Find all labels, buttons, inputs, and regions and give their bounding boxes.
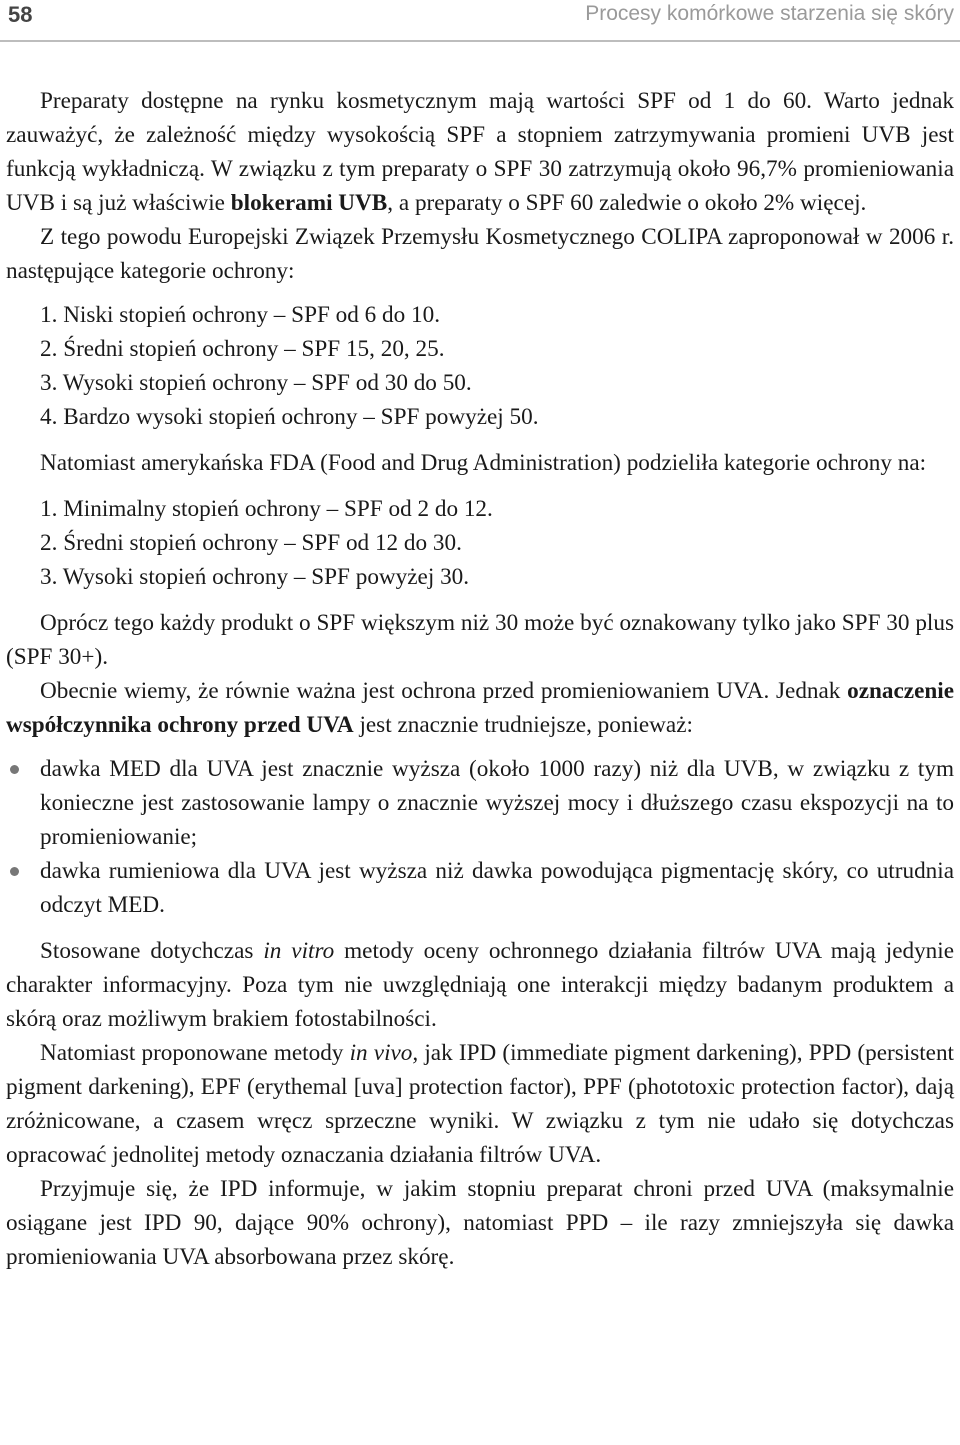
list-item: 1. Minimalny stopień ochrony – SPF od 2 do 12. — [40, 496, 493, 522]
list-item: dawka MED dla UVA jest znacznie wyższa (około 1000 razy) niż dla UVB, w związku z tym konieczne jest zastosowanie lampy o znacznie wyższej mocy i dłuższego czasu ekspozycji na to promieniowanie; — [6, 752, 954, 854]
colipa-category-list — [6, 298, 954, 434]
uva-reasons-list — [6, 752, 954, 922]
paragraph-ipd-ppd: Przyjmuje się, że IPD informuje, w jakim stopniu preparat chroni przed UVA (maksymalnie osiągane jest IPD 90, dające 90% ochrony), natomiast PPD – ile razy zmniejszyła się dawka promieniowania UVA absorbowana przez skórę. — [6, 1176, 954, 1270]
list-item: 2. Średni stopień ochrony – SPF od 12 do 30. — [40, 530, 462, 556]
paragraph-fda-intro: Natomiast amerykańska FDA (Food and Drug Administration) podzieliła kategorie ochrony na: — [40, 450, 927, 476]
bullet-icon — [10, 867, 19, 876]
page-number: 58 — [8, 2, 33, 27]
header-rule — [0, 40, 960, 42]
list-item: 1. Niski stopień ochrony – SPF od 6 do 10. — [40, 302, 441, 328]
paragraph-in-vitro: Stosowane dotychczas in vitro metody oceny ochronnego działania filtrów UVA mają jedynie charakter informacyjny. Poza tym nie uwzględniają one interakcji między badanym produktem a skórą oraz możliwym brakiem fotostabilności. — [6, 938, 955, 1032]
page-header — [0, 0, 960, 46]
paragraph-spf-plus: Oprócz tego każdy produkt o SPF większym niż 30 może być oznakowany tylko jako SPF 30 plus (SPF 30+). — [6, 610, 954, 670]
paragraph-uva-intro: Obecnie wiemy, że równie ważna jest ochrona przed promieniowaniem UVA. Jednak oznaczenie współczynnika ochrony przed UVA jest znacznie trudniejsze, ponieważ: — [6, 678, 954, 738]
body-text — [6, 84, 954, 1274]
list-item: 2. Średni stopień ochrony – SPF 15, 20, 25. — [40, 336, 445, 362]
list-item: 4. Bardzo wysoki stopień ochrony – SPF powyżej 50. — [40, 404, 539, 430]
fda-category-list — [6, 492, 954, 594]
paragraph-colipa-intro: Z tego powodu Europejski Związek Przemysłu Kosmetycznego COLIPA zaproponował w 2006 r. następujące kategorie ochrony: — [6, 224, 954, 284]
paragraph-in-vivo: Natomiast proponowane metody in vivo, jak IPD (immediate pigment darkening), PPD (persistent pigment darkening), EPF (erythemal [uva] protection factor), PPF (phototoxic protection factor), dają zróżnicowane, a czasem wręcz sprzeczne wyniki. W związku z tym nie udało się dotychczas opracować jednolitej metody oznaczania działania filtrów UVA. — [6, 1040, 954, 1168]
running-title: Procesy komórkowe starzenia się skóry — [585, 2, 954, 25]
list-item: 3. Wysoki stopień ochrony – SPF od 30 do 50. — [40, 370, 472, 396]
bullet-icon — [10, 765, 19, 774]
list-item: dawka rumieniowa dla UVA jest wyższa niż dawka powodująca pigmentację skóry, co utrudnia odczyt MED. — [6, 854, 954, 922]
paragraph-spf-range: Preparaty dostępne na rynku kosmetycznym mają wartości SPF od 1 do 60. Warto jednak zauważyć, że zależność między wysokością SPF a stopniem zatrzymywania promieni UVB jest funkcją wykładniczą. W związku z tym preparaty o SPF 30 zatrzymują około 96,7% promieniowania UVB i są już właściwie blokerami UVB, a preparaty o SPF 60 zaledwie o około 2% więcej. — [6, 88, 954, 216]
list-item: 3. Wysoki stopień ochrony – SPF powyżej 30. — [40, 564, 470, 590]
